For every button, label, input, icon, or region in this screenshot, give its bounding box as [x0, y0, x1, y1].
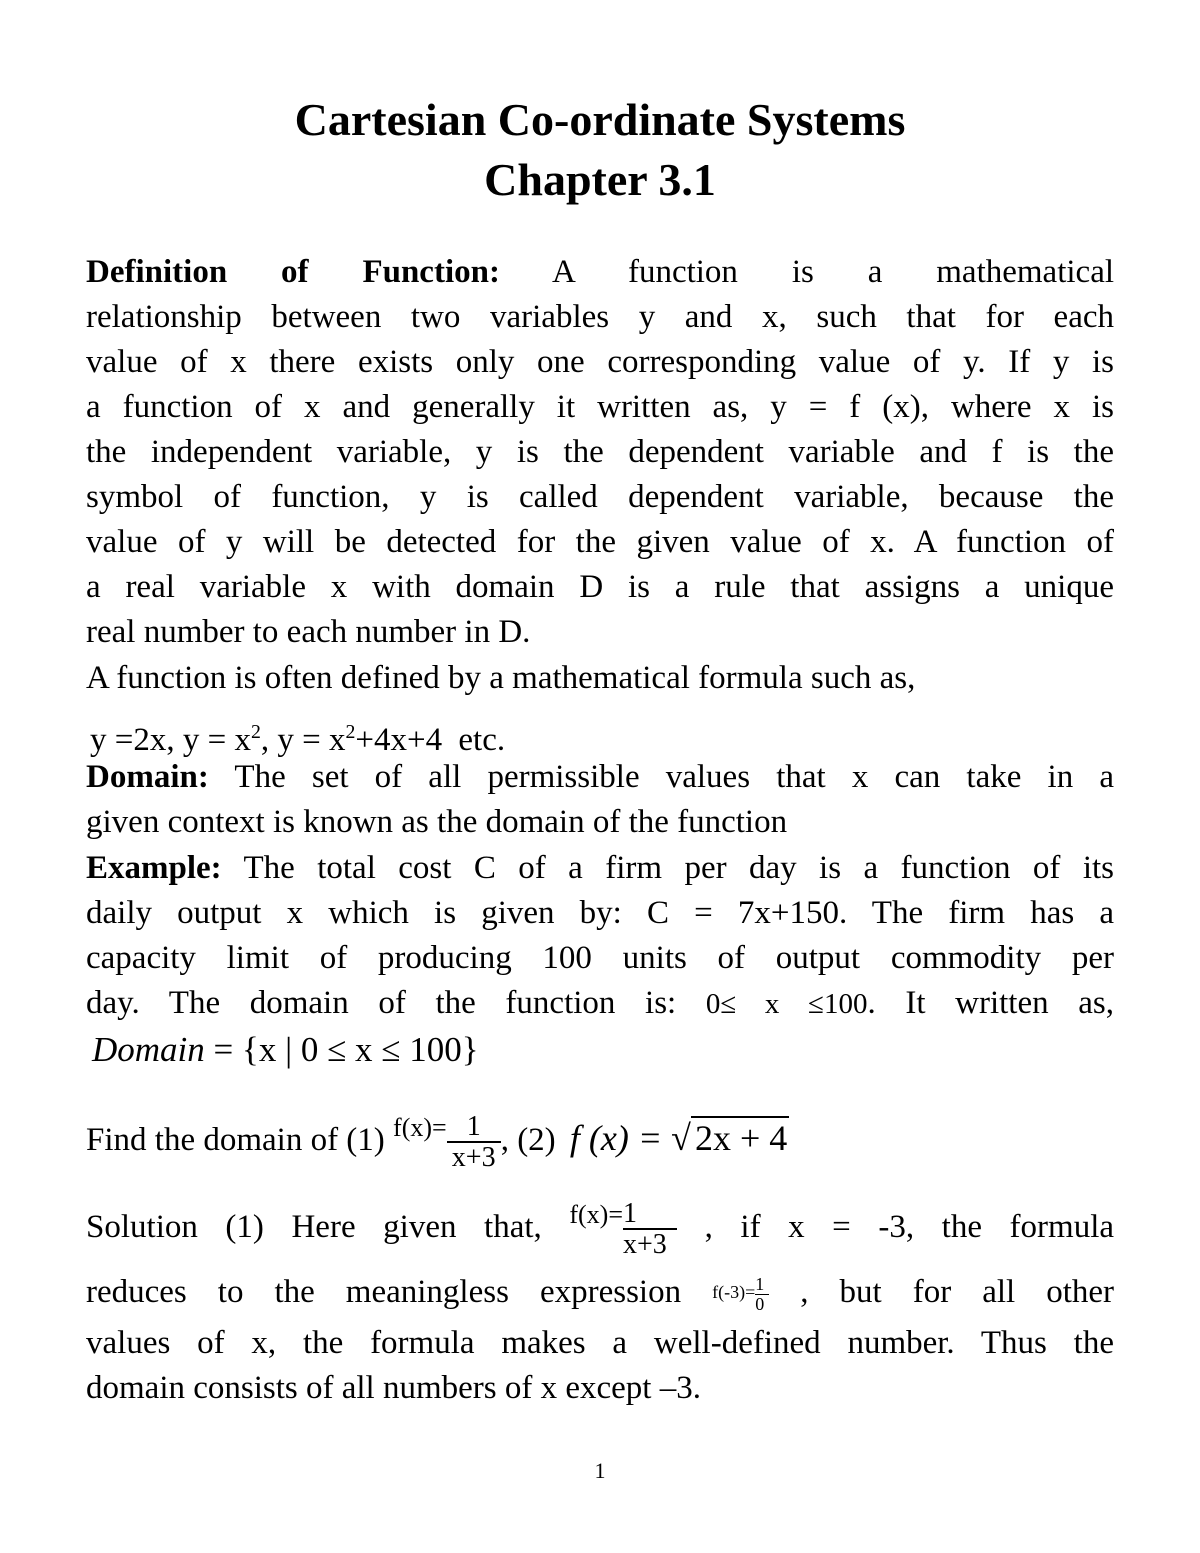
formula-part-c: +4x+4 — [355, 722, 443, 758]
fx-label: f(x)= — [393, 1113, 447, 1142]
example-line-2: daily output x which is given by: C = 7x+150. The firm has a — [86, 895, 1114, 931]
radical-sign: √ — [671, 1118, 691, 1158]
solution-fraction-group — [569, 1198, 677, 1261]
solution-line-3: values of x, the formula makes a well-defined number. Thus the — [86, 1325, 1114, 1361]
solution-line2-pre: reduces to the meaningless expression — [86, 1274, 682, 1310]
fraction-numerator: 1 — [623, 1198, 637, 1230]
fx-label: f(x)= — [569, 1200, 623, 1229]
f-minus-3-label: f(-3)= — [712, 1282, 756, 1302]
fraction-1-over-x-plus-3 — [623, 1199, 677, 1260]
example-last-post: . It written as, — [867, 985, 1114, 1021]
example-line-1 — [86, 848, 1114, 888]
example-label: Example: — [86, 850, 222, 886]
superscript-2: 2 — [250, 721, 261, 743]
page-number: 1 — [594, 1458, 606, 1483]
domain-inequality: 0≤ x ≤100 — [705, 988, 868, 1020]
definition-line-5: the independent variable, y is the dependent variable and f is the — [86, 434, 1114, 470]
domain-text: The set of all permissible values that x can take in a — [234, 759, 1115, 795]
solution-line2-post: , but for all other — [800, 1274, 1115, 1310]
example-last-pre: day. The domain of the function is: — [86, 985, 677, 1021]
solution-post: , if x = -3, the formula — [704, 1209, 1115, 1245]
formula-part-b: , y = x — [260, 722, 346, 758]
definition-line-6: symbol of function, y is called dependent variable, because the — [86, 479, 1114, 515]
fraction-denominator: 0 — [755, 1293, 765, 1314]
fraction-denominator: x+3 — [451, 1142, 496, 1174]
definition-line-3: value of x there exists only one corresponding value of y. If y is — [86, 344, 1114, 380]
chapter-title: Chapter 3.1 — [484, 154, 716, 205]
find-pre: Find the domain of (1) — [86, 1122, 385, 1158]
superscript-2: 2 — [345, 721, 356, 743]
formula-examples — [90, 712, 1118, 760]
f-of-x: f (x) = — [569, 1118, 672, 1158]
formula-suffix: etc. — [458, 722, 506, 758]
formula-intro: A function is often defined by a mathematical formula such as, — [86, 660, 916, 696]
find-mid: , (2) — [500, 1122, 556, 1158]
domain-word: Domain — [92, 1030, 205, 1069]
example-text: The total cost C of a firm per day is a function of its — [243, 850, 1114, 886]
solution-line-1 — [86, 1175, 1115, 1261]
formula-part-a: y =2x, y = x — [90, 722, 251, 758]
definition-text: A function is a mathematical — [552, 254, 1115, 290]
fraction-numerator: 1 — [466, 1111, 481, 1143]
fraction-1-over-x-plus-3 — [447, 1112, 501, 1173]
example-line-3: capacity limit of producing 100 units of output commodity per — [86, 940, 1114, 976]
fraction-numerator: 1 — [755, 1274, 765, 1295]
document-title: Cartesian Co-ordinate Systems — [294, 94, 906, 145]
find-domain-line — [86, 1088, 1114, 1174]
definition-line-7: value of y will be detected for the given value of x. A function of — [86, 524, 1114, 560]
definition-line-4: a function of x and generally it written as, y = f (x), where x is — [86, 389, 1114, 425]
definition-line-9: real number to each number in D. — [86, 614, 531, 650]
solution-line-4: domain consists of all numbers of x except –3. — [86, 1370, 701, 1406]
definition-line-2: relationship between two variables y and x, such that for each — [86, 299, 1114, 335]
definition-line-8: a real variable x with domain D is a rule that assigns a unique — [86, 569, 1114, 605]
definition-line-1 — [86, 252, 1114, 292]
definition-label: Definition of Function: — [86, 254, 500, 290]
domain-set-notation — [92, 1030, 1120, 1070]
f-minus-3-group — [712, 1274, 769, 1314]
domain-line-1 — [86, 757, 1114, 797]
example-line-4 — [86, 983, 1114, 1024]
fraction-denominator: x+3 — [623, 1229, 667, 1261]
solution-line-2 — [86, 1262, 1114, 1322]
square-root — [671, 1098, 789, 1178]
domain-label: Domain: — [86, 759, 209, 795]
fraction-1-over-0 — [755, 1275, 769, 1314]
domain-set-rest: = {x | 0 ≤ x ≤ 100} — [204, 1030, 479, 1069]
solution-pre: Solution (1) Here given that, — [86, 1209, 542, 1245]
domain-line-2: given context is known as the domain of the function — [86, 804, 788, 840]
radicand: 2x + 4 — [691, 1116, 789, 1158]
